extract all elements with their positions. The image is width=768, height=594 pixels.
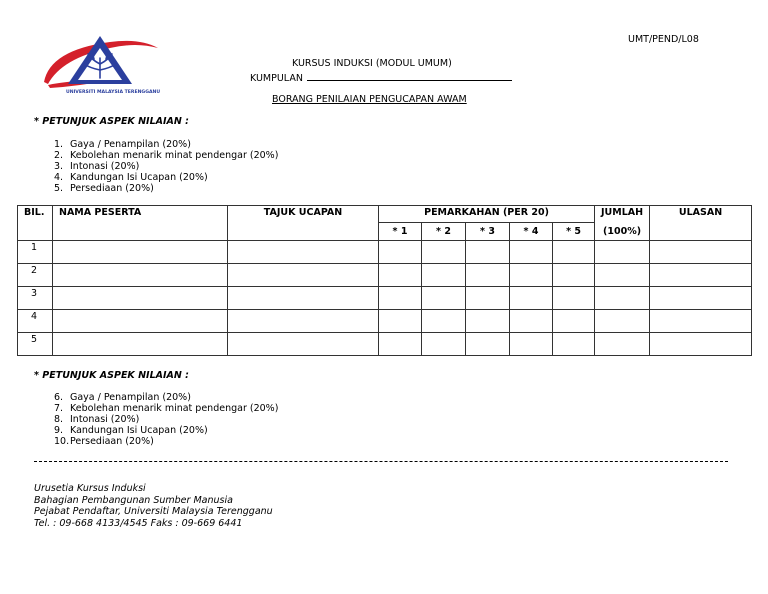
header-mark-4: * 4 <box>510 223 553 241</box>
table-cell-input[interactable] <box>228 287 379 310</box>
instructions-heading-bottom: * PETUNJUK ASPEK NILAIAN : <box>34 370 189 381</box>
table-cell-input[interactable] <box>379 264 422 287</box>
form-reference: UMT/PEND/L08 <box>628 34 699 45</box>
logo-caption: UNIVERSITI MALAYSIA TERENGGANU <box>66 90 161 95</box>
table-cell-input[interactable] <box>595 310 650 333</box>
list-item-text: Kebolehan menarik minat pendengar (20%) <box>70 403 279 414</box>
table-row <box>18 264 752 287</box>
table-cell-input[interactable] <box>228 333 379 356</box>
list-item-text: Persediaan (20%) <box>70 183 154 194</box>
row-number: 3 <box>18 287 53 310</box>
list-item <box>54 436 278 447</box>
list-item <box>54 414 278 425</box>
table-cell-input[interactable] <box>553 310 595 333</box>
table-cell-input[interactable] <box>510 333 553 356</box>
table-cell-input[interactable] <box>228 241 379 264</box>
header-mark-1: * 1 <box>379 223 422 241</box>
table-cell-input[interactable] <box>553 241 595 264</box>
table-cell-input[interactable] <box>53 287 228 310</box>
table-cell-input[interactable] <box>553 333 595 356</box>
list-item-number: 9. <box>54 425 64 436</box>
table-cell-input[interactable] <box>53 264 228 287</box>
group-blank-line[interactable] <box>307 71 512 81</box>
list-item <box>54 183 278 194</box>
list-item <box>54 392 278 403</box>
course-title: KURSUS INDUKSI (MODUL UMUM) <box>292 58 452 69</box>
table-cell-input[interactable] <box>466 287 510 310</box>
table-cell-input[interactable] <box>510 287 553 310</box>
university-logo <box>40 30 162 102</box>
table-cell-input[interactable] <box>466 264 510 287</box>
table-cell-input[interactable] <box>510 241 553 264</box>
list-item-text: Gaya / Penampilan (20%) <box>70 139 191 150</box>
list-item-text: Intonasi (20%) <box>70 414 140 425</box>
header-participant-name: NAMA PESERTA <box>53 206 228 241</box>
table-row <box>18 241 752 264</box>
row-number: 2 <box>18 264 53 287</box>
table-cell-input[interactable] <box>53 241 228 264</box>
list-item-number: 6. <box>54 392 64 403</box>
header-bil: BIL. <box>18 206 53 241</box>
row-number: 1 <box>18 241 53 264</box>
list-item-text: Gaya / Penampilan (20%) <box>70 392 191 403</box>
row-number: 5 <box>18 333 53 356</box>
list-item-number: 4. <box>54 172 64 183</box>
header-mark-5: * 5 <box>553 223 595 241</box>
list-item <box>54 161 278 172</box>
table-cell-input[interactable] <box>510 310 553 333</box>
table-cell-input[interactable] <box>650 241 752 264</box>
footer-line-3: Pejabat Pendaftar, Universiti Malaysia Terengganu <box>34 506 273 517</box>
table-cell-input[interactable] <box>595 264 650 287</box>
list-item-number: 8. <box>54 414 64 425</box>
header-remarks: ULASAN <box>650 206 752 241</box>
table-row <box>18 310 752 333</box>
header-speech-title: TAJUK UCAPAN <box>228 206 379 241</box>
instructions-list-bottom <box>54 392 278 447</box>
table-cell-input[interactable] <box>650 287 752 310</box>
table-cell-input[interactable] <box>422 310 466 333</box>
instructions-heading: * PETUNJUK ASPEK NILAIAN : <box>34 116 189 127</box>
table-cell-input[interactable] <box>510 264 553 287</box>
table-cell-input[interactable] <box>53 310 228 333</box>
header-total-percent: (100%) <box>595 223 650 241</box>
list-item-number: 10. <box>54 436 70 447</box>
footer-line-2: Bahagian Pembangunan Sumber Manusia <box>34 494 233 506</box>
table-cell-input[interactable] <box>379 333 422 356</box>
footer-address <box>34 483 273 529</box>
list-item <box>54 150 278 161</box>
table-cell-input[interactable] <box>595 241 650 264</box>
list-item-text: Persediaan (20%) <box>70 436 154 447</box>
list-item <box>54 425 278 436</box>
footer-line-1: Urusetia Kursus Induksi <box>34 483 146 494</box>
table-row <box>18 333 752 356</box>
header-total: JUMLAH <box>595 206 650 223</box>
table-cell-input[interactable] <box>466 241 510 264</box>
table-cell-input[interactable] <box>553 287 595 310</box>
header-mark-2: * 2 <box>422 223 466 241</box>
footer-line-4: Tel. : 09-668 4133/4545 Faks : 09-669 6441 <box>34 517 243 529</box>
table-cell-input[interactable] <box>422 333 466 356</box>
list-item-text: Kandungan Isi Ucapan (20%) <box>70 425 208 436</box>
group-label: KUMPULAN <box>250 73 303 84</box>
list-item-number: 1. <box>54 139 64 150</box>
list-item-number: 3. <box>54 161 64 172</box>
list-item <box>54 403 278 414</box>
list-item-number: 2. <box>54 150 64 161</box>
list-item-number: 7. <box>54 403 64 414</box>
header-mark-3: * 3 <box>466 223 510 241</box>
table-cell-input[interactable] <box>422 264 466 287</box>
table-row <box>18 287 752 310</box>
table-cell-input[interactable] <box>650 310 752 333</box>
table-cell-input[interactable] <box>595 333 650 356</box>
table-cell-input[interactable] <box>379 310 422 333</box>
dashed-divider <box>34 461 728 462</box>
table-cell-input[interactable] <box>228 264 379 287</box>
table-cell-input[interactable] <box>466 310 510 333</box>
table-cell-input[interactable] <box>553 264 595 287</box>
header-marks: PEMARKAHAN (PER 20) <box>379 206 595 223</box>
list-item <box>54 139 278 150</box>
table-cell-input[interactable] <box>650 264 752 287</box>
list-item-text: Kebolehan menarik minat pendengar (20%) <box>70 150 279 161</box>
evaluation-table <box>17 205 752 356</box>
table-cell-input[interactable] <box>228 310 379 333</box>
form-title: BORANG PENILAIAN PENGUCAPAN AWAM <box>272 94 467 105</box>
group-field <box>250 71 512 84</box>
table-cell-input[interactable] <box>466 333 510 356</box>
table-cell-input[interactable] <box>53 333 228 356</box>
table-cell-input[interactable] <box>379 241 422 264</box>
table-cell-input[interactable] <box>422 241 466 264</box>
table-cell-input[interactable] <box>650 333 752 356</box>
row-number: 4 <box>18 310 53 333</box>
table-cell-input[interactable] <box>422 287 466 310</box>
instructions-list <box>54 139 278 194</box>
table-cell-input[interactable] <box>379 287 422 310</box>
list-item-text: Kandungan Isi Ucapan (20%) <box>70 172 208 183</box>
list-item-text: Intonasi (20%) <box>70 161 140 172</box>
list-item <box>54 172 278 183</box>
list-item-number: 5. <box>54 183 64 194</box>
table-cell-input[interactable] <box>595 287 650 310</box>
